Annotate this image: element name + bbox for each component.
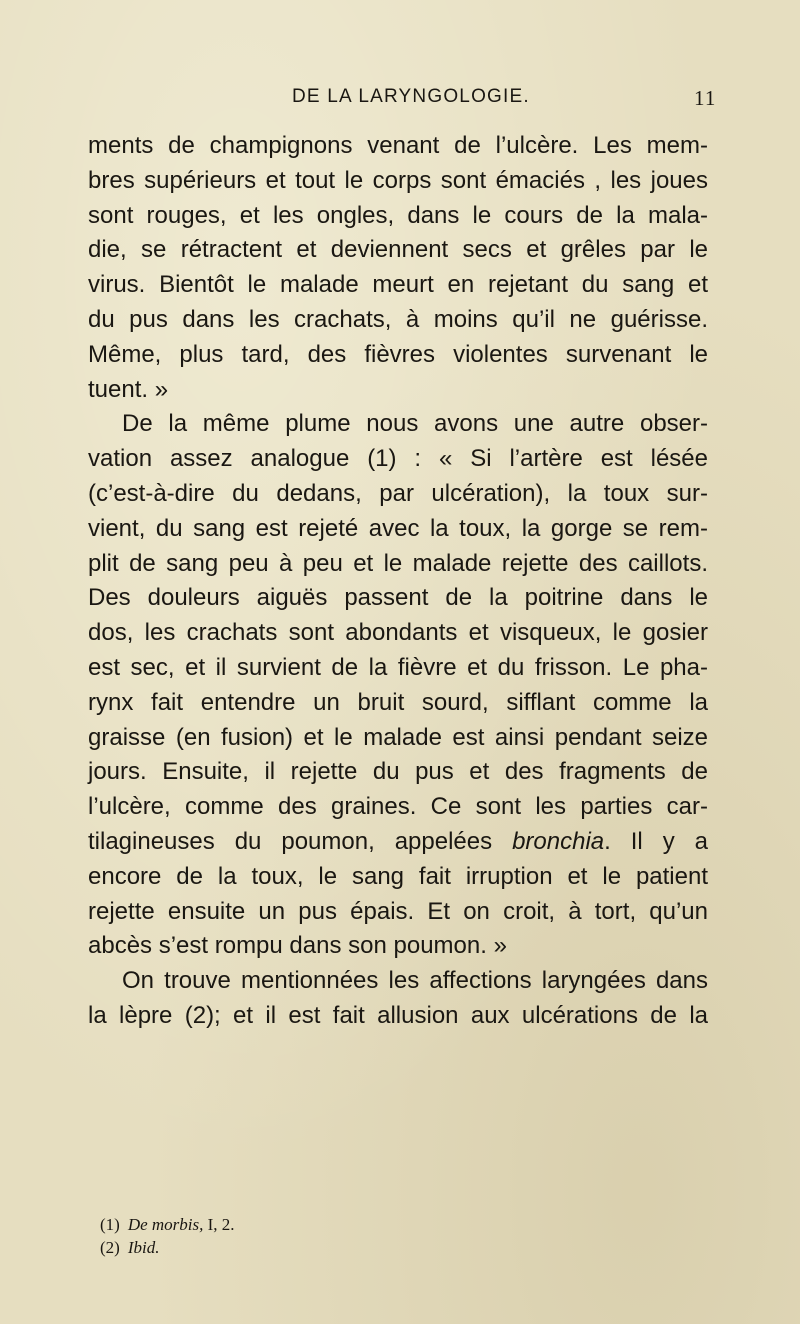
running-title: DE LA LARYNGOLOGIE. [292,86,530,107]
footnote-number: (1) [100,1215,120,1234]
text-line: du pus dans les crachats, à moins qu’il ne guérisse. [88,305,708,333]
text-segment: . Il y a [604,827,708,855]
footnote-number: (2) [100,1238,120,1257]
italic-term: bronchia [512,827,605,855]
text-line: est sec, et il survient de la fièvre et du frisson. Le pha- [88,653,708,681]
text-line: rejette ensuite un pus épais. Et on croit, à tort, qu’un [88,897,708,925]
text-line: vient, du sang est rejeté avec la toux, la gorge se rem- [88,514,708,542]
text-line: Des douleurs aiguës passent de la poitrine dans le [88,584,708,612]
text-line: tuent. » [88,375,169,403]
text-line: graisse (en fusion) et le malade est ainsi pendant seize [88,723,708,751]
text-line: (c’est-à-dire du dedans, par ulcération), la toux sur- [88,479,708,507]
footnotes [100,1213,600,1259]
text-segment: tilagineuses du poumon, appelées [88,827,513,855]
page-number: 11 [694,86,717,110]
text-line: plit de sang peu à peu et le malade rejette des caillots. [88,549,708,577]
text-line: encore de la toux, le sang fait irruption et le patient [88,862,708,890]
text-line-with-italic [88,825,708,860]
text-line: Même, plus tard, des fièvres violentes survenant le [88,340,708,368]
footnote-source: De morbis, [127,1215,204,1234]
text-line: abcès s’est rompu dans son poumon. » [88,932,507,960]
body-text [88,129,708,1034]
footnote-ref: I, 2. [207,1215,235,1234]
paragraph-start-line: On trouve mentionnées les affections laryngées dans [122,967,708,995]
text-line: vation assez analogue (1) : « Si l’artère est lésée [88,445,708,473]
text-line: jours. Ensuite, il rejette du pus et des fragments de [88,758,708,786]
text-line: ments de champignons venant de l’ulcère. Les mem- [88,132,708,159]
text-line: die, se rétractent et deviennent secs et grêles par le [88,236,708,264]
text-line: l’ulcère, comme des graines. Ce sont les parties car- [88,793,708,821]
footnote [100,1213,600,1236]
text-line: bres supérieurs et tout le corps sont émaciés , les joues [88,166,708,194]
footnote [100,1236,600,1259]
text-line: dos, les crachats sont abondants et visqueux, le gosier [88,619,708,647]
text-line: rynx fait entendre un bruit sourd, sifflant comme la [88,688,708,716]
running-header [0,86,800,116]
text-line: sont rouges, et les ongles, dans le cours de la mala- [88,201,708,229]
footnote-source: Ibid. [127,1238,160,1257]
text-line: virus. Bientôt le malade meurt en rejetant du sang et [88,271,708,299]
paragraph-start-line: De la même plume nous avons une autre obser- [122,410,708,438]
text-line: la lèpre (2); et il est fait allusion aux ulcérations de la [88,1001,708,1029]
